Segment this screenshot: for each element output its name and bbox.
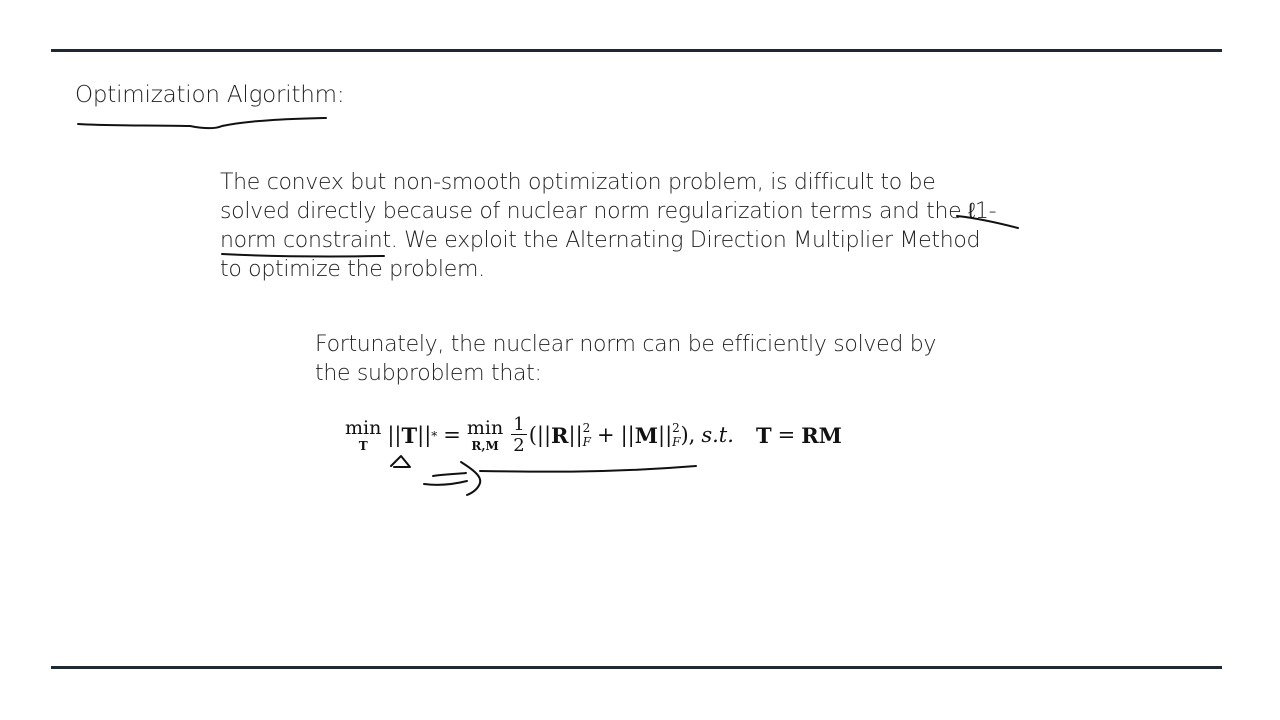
frobenius-squared: 2 F	[672, 421, 681, 449]
implies-arrow-stroke-top	[433, 473, 466, 476]
frobenius-squared: 2 F	[582, 421, 591, 449]
matrix-product-rm: RM	[801, 422, 842, 448]
equation-underline-stroke	[480, 466, 696, 472]
implies-arrow-stroke-bottom	[424, 481, 467, 485]
min-operator-t: min T	[345, 416, 382, 453]
fraction-one-half: $\frac{1}{2}$	[513, 413, 525, 456]
slide-title: Optimization Algorithm:	[75, 82, 345, 108]
matrix-t-constraint: T	[755, 422, 772, 448]
title-underline-stroke	[78, 118, 326, 128]
paren-close: ),	[680, 423, 696, 447]
norm-bars: ||	[620, 423, 635, 447]
top-rule	[51, 49, 1222, 52]
paren-open: (||	[528, 423, 552, 447]
norm-bars: ||	[387, 423, 402, 447]
paragraph-line: The convex but non-smooth optimization problem, is difficult to be	[220, 170, 936, 195]
bottom-rule	[51, 666, 1222, 669]
paragraph-line: the subproblem that:	[315, 361, 542, 386]
paragraph-line: solved directly because of nuclear norm regularization terms and the ℓ1-	[220, 199, 997, 224]
norm-bars: ||	[658, 423, 673, 447]
implies-arrow-head-stroke	[461, 462, 480, 495]
norm-bars: ||	[568, 423, 583, 447]
nuclear-star: *	[431, 429, 438, 443]
min-operator-rm: min R,M	[466, 416, 504, 453]
matrix-r: R	[551, 422, 569, 448]
equals-sign: =	[443, 423, 461, 447]
matrix-t: T	[401, 422, 418, 448]
paragraph-line: to optimize the problem.	[220, 257, 485, 282]
paragraph-line: Fortunately, the nuclear norm can be efficiently solved by	[315, 332, 937, 357]
such-that: s.t.	[701, 423, 734, 447]
matrix-m: M	[634, 422, 658, 448]
paragraph-line: norm constraint. We exploit the Alternating Direction Multiplier Method	[220, 228, 981, 253]
paragraph-admm	[220, 168, 996, 284]
plus-sign: +	[596, 423, 615, 447]
paragraph-subproblem	[315, 330, 936, 388]
norm-bars: ||	[417, 423, 432, 447]
equals-sign: =	[777, 423, 796, 447]
nuclear-norm-equation	[345, 405, 842, 465]
